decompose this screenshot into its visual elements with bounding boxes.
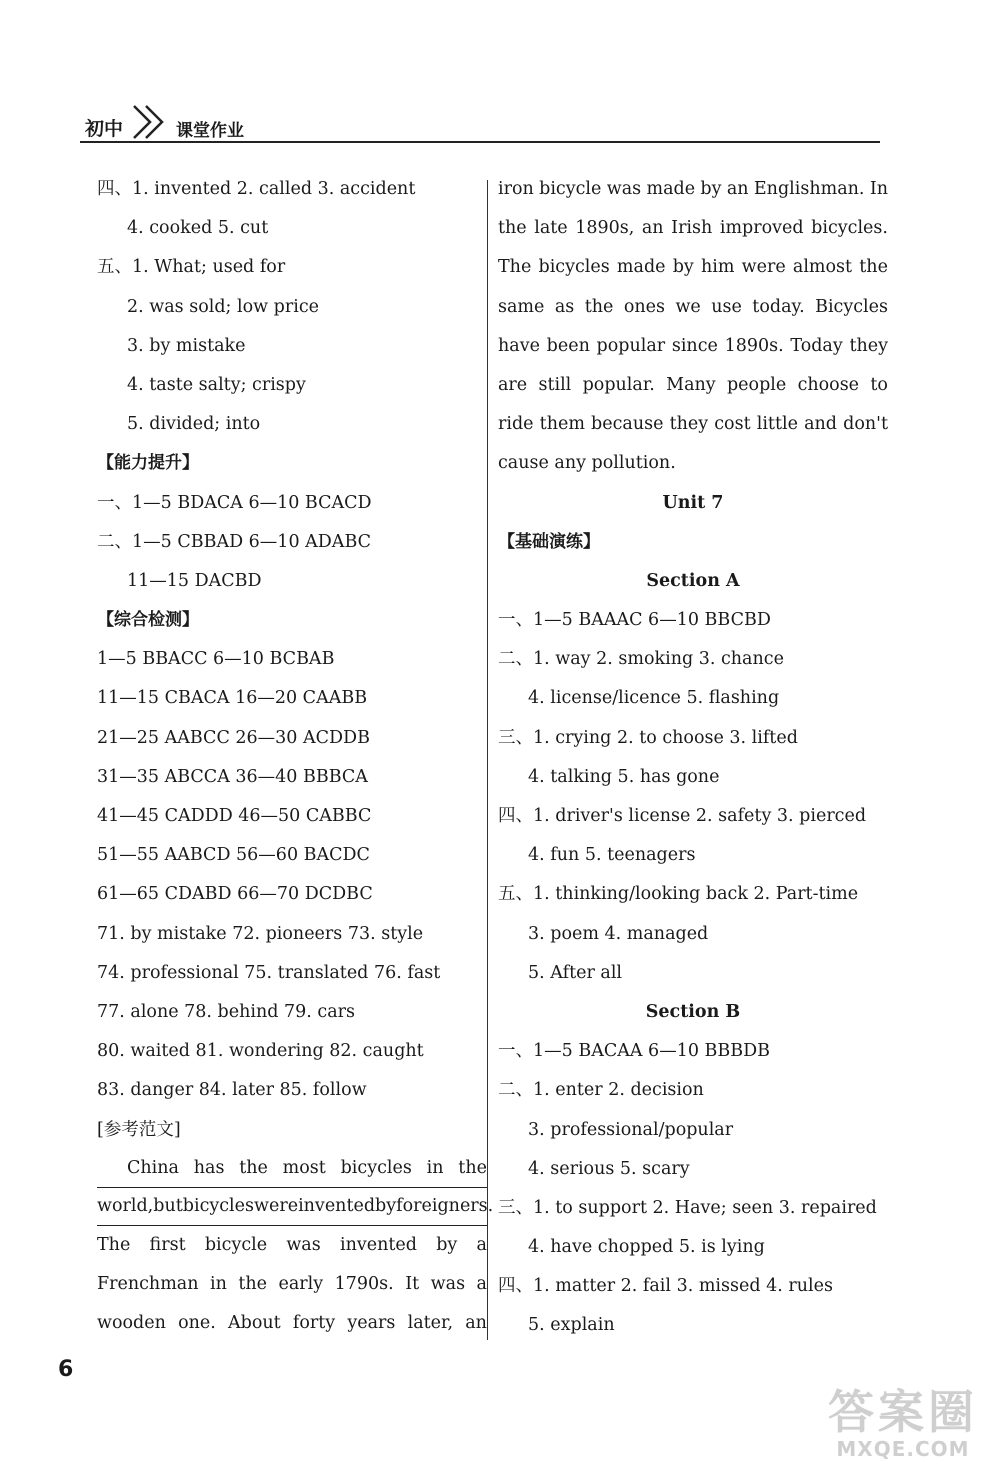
answer-line (97, 1265, 487, 1304)
word: Bicycles (815, 296, 888, 317)
word: as (554, 296, 575, 317)
answer-line: 51—55 AABCD 56—60 BACDC (97, 845, 370, 866)
word: don't (843, 414, 888, 435)
word: The (498, 257, 532, 278)
word: ride (498, 414, 534, 435)
answer-line: 2. was sold; low price (127, 296, 319, 317)
word: the (584, 296, 614, 317)
answer-line: Unit 7 (662, 492, 724, 513)
answer-line: 4. fun 5. teenagers (528, 845, 696, 866)
word: 1890s. (724, 335, 784, 356)
answer-line: 5. divided; into (127, 414, 261, 435)
answer-line: 五、1. thinking/looking back 2. Part-time (498, 884, 859, 905)
word: Frenchman (97, 1273, 199, 1294)
word: him (700, 257, 735, 278)
word: foreigners. (396, 1195, 494, 1216)
word: popular (596, 335, 666, 356)
answer-line: 四、1. invented 2. called 3. accident (97, 179, 416, 199)
word: in (426, 1157, 444, 1178)
word: we (675, 296, 701, 317)
word: Irish (671, 218, 713, 239)
right-column (498, 170, 888, 1346)
word: About (228, 1313, 281, 1334)
answer-line: 四、1. matter 2. fail 3. missed 4. rules (498, 1276, 833, 1297)
word: forty (292, 1313, 336, 1334)
word: first (149, 1234, 186, 1255)
word: was (430, 1273, 466, 1294)
word: bicycle (204, 1234, 268, 1255)
answer-line: 二、1—5 CBBAD 6—10 ADABC (97, 531, 372, 552)
word: by (375, 1195, 397, 1216)
word: was (606, 179, 642, 199)
answer-line: 74. professional 75. translated 76. fast (97, 962, 441, 983)
word: 1890s, (575, 218, 635, 239)
answer-line: 31—35 ABCCA 36—40 BBBCA (97, 766, 368, 787)
word: early (278, 1273, 324, 1294)
word: an (465, 1313, 487, 1334)
word: the (238, 1273, 268, 1294)
answer-line: 三、1. to support 2. Have; seen 3. repaired (498, 1197, 877, 1218)
answer-line (498, 366, 888, 405)
word: bicycles (538, 257, 610, 278)
answer-line: 3. poem 4. managed (528, 923, 709, 944)
word: little (756, 414, 798, 435)
answer-line: 77. alone 78. behind 79. cars (97, 1001, 355, 1022)
word: a (476, 1234, 487, 1255)
word: by (700, 179, 722, 199)
word: later, (407, 1313, 454, 1334)
book-title: 课堂作业 (176, 121, 244, 141)
column-divider (487, 180, 488, 1340)
word: today. (752, 296, 805, 317)
watermark-title: 答案圈 (828, 1385, 978, 1439)
word: late (534, 218, 568, 239)
answer-line: 83. danger 84. later 85. follow (97, 1080, 367, 1101)
word: China (127, 1157, 179, 1178)
answer-line: 【能力提升】 (97, 453, 199, 474)
answer-line (498, 327, 888, 366)
page-number: 6 (58, 1357, 74, 1382)
word: bicycles (182, 1195, 254, 1216)
word: choose (797, 374, 860, 395)
word: invented (339, 1234, 417, 1255)
word: been (546, 335, 590, 356)
answer-line: 1—5 BBACC 6—10 BCBAB (97, 649, 335, 670)
word: they (849, 335, 888, 356)
word: made (646, 179, 696, 199)
word: made (616, 257, 666, 278)
watermark-url: MXQE.COM (836, 1437, 970, 1461)
word: almost (792, 257, 853, 278)
word: Many (666, 374, 716, 395)
double-chevron-icon (130, 102, 174, 142)
answer-line (498, 405, 888, 444)
word: the (859, 257, 888, 278)
word: The (97, 1234, 131, 1255)
word: cost (714, 414, 751, 435)
word: invented (298, 1195, 376, 1216)
word: same (498, 296, 545, 317)
answer-line: 【基础演练】 (498, 531, 600, 552)
word: ones (623, 296, 665, 317)
word: they (669, 414, 709, 435)
word: and (804, 414, 837, 435)
word: people (726, 374, 787, 395)
word: bicycles. (811, 218, 888, 239)
answer-line (97, 1150, 487, 1188)
answer-line: 4. talking 5. has gone (528, 766, 720, 787)
word: improved (719, 218, 804, 239)
answer-line: 二、1. way 2. smoking 3. chance (498, 649, 784, 670)
answer-line: cause any pollution. (498, 453, 676, 474)
word: use (711, 296, 742, 317)
answer-line: 5. After all (528, 962, 623, 983)
word: by (436, 1234, 458, 1255)
word: because (591, 414, 664, 435)
answer-line: Section A (646, 570, 740, 591)
watermark-logo (828, 1387, 978, 1461)
answer-line: 61—65 CDABD 66—70 DCDBC (97, 884, 373, 905)
word: wooden (97, 1313, 166, 1334)
answer-line (498, 248, 888, 287)
word: world, (97, 1195, 154, 1216)
answer-line: 80. waited 81. wondering 82. caught (97, 1041, 424, 1062)
page-header (80, 108, 880, 144)
answer-line: 11—15 DACBD (127, 570, 262, 591)
word: popular. (582, 374, 655, 395)
word: were (254, 1195, 299, 1216)
word: the (239, 1157, 268, 1178)
answer-line: 三、1. crying 2. to choose 3. lifted (498, 727, 798, 748)
answer-line: Section B (645, 1001, 741, 1022)
answer-line: 4. have chopped 5. is lying (528, 1237, 765, 1258)
word: bicycles (340, 1157, 412, 1178)
word: to (870, 374, 888, 395)
level-label: 初中 (85, 118, 124, 140)
word: 1790s. (334, 1273, 394, 1294)
word: the (458, 1157, 487, 1178)
answer-line: 3. by mistake (127, 335, 246, 356)
answer-line (97, 1188, 494, 1226)
answer-line: 11—15 CBACA 16—20 CAABB (97, 688, 368, 709)
left-column (97, 170, 494, 1343)
word: Today (790, 335, 843, 356)
word: years (347, 1313, 396, 1334)
header-rule (80, 141, 880, 143)
word: in (210, 1273, 227, 1294)
answer-line: 71. by mistake 72. pioneers 73. style (97, 923, 424, 944)
word: bicycle (539, 179, 602, 199)
answer-line: 四、1. driver's license 2. safety 3. pierced (498, 806, 867, 826)
word: iron (498, 179, 534, 199)
answer-line: 3. professional/popular (528, 1119, 734, 1140)
word: an (726, 179, 749, 199)
answer-line: [参考范文] (97, 1119, 181, 1140)
answer-line: 二、1. enter 2. decision (498, 1080, 704, 1101)
word: has (193, 1157, 225, 1178)
word: them (539, 414, 585, 435)
word: by (672, 257, 694, 278)
word: most (282, 1157, 326, 1178)
answer-line (498, 209, 888, 248)
answer-line: 4. serious 5. scary (528, 1158, 690, 1179)
word: Englishman. (753, 179, 865, 199)
word: one. (178, 1313, 216, 1334)
answer-line: 4. cooked 5. cut (127, 218, 269, 239)
answer-line (97, 1304, 487, 1343)
answer-line (97, 1226, 487, 1265)
answer-line: 一、1—5 BAAAC 6—10 BBCBD (498, 610, 771, 631)
word: have (498, 335, 540, 356)
answer-line: 41—45 CADDD 46—50 CABBC (97, 806, 372, 826)
answer-line: 一、1—5 BACAA 6—10 BBBDB (498, 1041, 770, 1062)
word: In (869, 179, 888, 199)
answer-line: 21—25 AABCC 26—30 ACDDB (97, 727, 370, 748)
word: since (671, 335, 718, 356)
word: were (741, 257, 786, 278)
word: but (153, 1195, 183, 1216)
word: was (286, 1234, 321, 1255)
answer-line: 一、1—5 BDACA 6—10 BCACD (97, 492, 372, 513)
answer-line (498, 170, 888, 209)
word: the (498, 218, 527, 239)
answer-line: 【综合检测】 (97, 610, 199, 631)
word: It (405, 1273, 420, 1294)
word: a (476, 1273, 487, 1294)
answer-line: 5. explain (528, 1315, 615, 1336)
answer-line (498, 288, 888, 327)
word: an (641, 218, 664, 239)
word: are (498, 374, 528, 395)
answer-line: 五、1. What; used for (97, 257, 286, 278)
answer-line: 4. license/licence 5. flashing (528, 688, 780, 709)
answer-line: 4. taste salty; crispy (127, 374, 306, 395)
word: still (538, 374, 572, 395)
